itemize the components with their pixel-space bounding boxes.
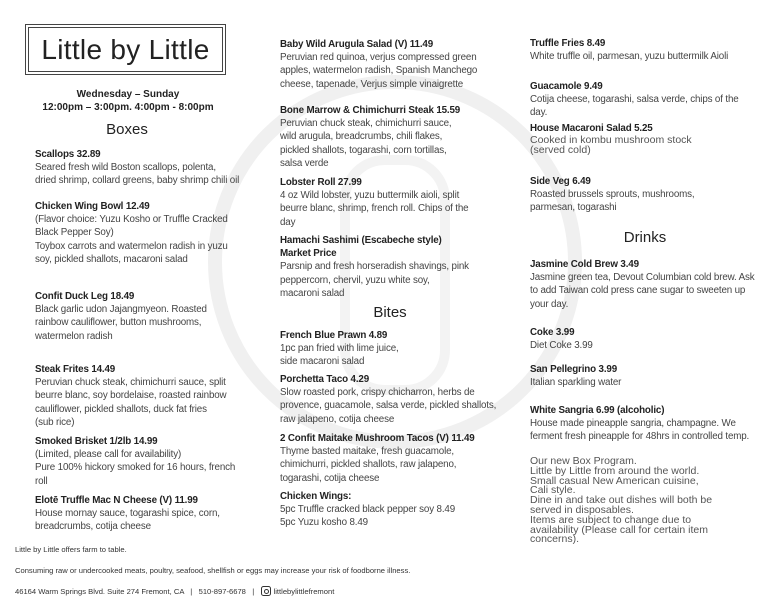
menu-item-description: day.	[530, 107, 548, 119]
menu-item-description: salsa verde	[280, 157, 329, 169]
note-line: served in disposables.	[530, 503, 634, 516]
menu-item	[530, 326, 593, 352]
section-heading-bites: Bites	[373, 304, 407, 321]
menu-item-description: pickled shallots, togarashi, corn tortillas,	[280, 144, 447, 156]
menu-item	[35, 148, 239, 188]
menu-item	[280, 432, 475, 485]
menu-item-description: provence, guacamole, salsa verde, pickled shallots,	[280, 400, 497, 412]
menu-item-description: House mornay sauce, togarashi spice, corn,	[35, 508, 220, 520]
menu-item-description: Thyme basted maitake, fresh guacamole,	[280, 446, 454, 458]
menu-item-description: togarashi, cotija cheese	[280, 472, 380, 484]
menu-item-description: cauliflower, pickled shallots, duck fat fries	[35, 403, 207, 415]
menu-item-title: Guacamole 9.49	[530, 81, 603, 92]
menu-item-description: wild arugula, breadcrumbs, chili flakes,	[280, 131, 443, 143]
menu-item-description: breadcrumbs, cotija cheese	[35, 521, 151, 533]
instagram-icon	[261, 586, 271, 596]
menu-item	[530, 258, 754, 311]
menu-item-description: Black Pepper Soy)	[35, 227, 114, 239]
menu-item-description: Parsnip and fresh horseradish shavings, pink	[280, 261, 469, 273]
menu-item-description: Toybox carrots and watermelon radish in yuzu	[35, 240, 228, 252]
menu-item-description: Cotija cheese, togarashi, salsa verde, chips of the	[530, 94, 739, 106]
phone: 510-897-6678	[198, 587, 246, 596]
menu-item-description: (served cold)	[530, 144, 591, 157]
menu-item-title: Chicken Wing Bowl 12.49	[35, 201, 150, 212]
menu-item-description: Black garlic udon Jajangmyeon. Roasted	[35, 304, 207, 316]
menu-item-description: cheese, tapenade, Verjus simple vinaigrette	[280, 78, 464, 90]
restaurant-name: Little by Little	[41, 33, 210, 65]
menu-item-description: peppercorn, chervil, yuzu white soy,	[280, 274, 430, 286]
menu-item	[280, 104, 460, 170]
menu-item-price: Market Price	[280, 248, 337, 260]
note-line: Small casual New American cuisine,	[530, 474, 699, 487]
menu-item	[35, 363, 226, 429]
menu-item-title: White Sangria 6.99 (alcoholic)	[530, 405, 665, 416]
menu-item-title: Porchetta Taco 4.29	[280, 374, 369, 385]
menu-item-description: Peruvian chuck steak, chimichurri sauce,	[280, 118, 452, 130]
note-line: availability (Please call for certain item	[530, 523, 708, 536]
menu-item-description: beurre blanc, shrimp, french roll. Chips of the	[280, 203, 469, 215]
address: 46164 Warm Springs Blvd. Suite 274 Fremont, CA	[15, 587, 184, 596]
note-line: Items are subject to change due to	[530, 513, 692, 526]
menu-item-description: side macaroni salad	[280, 356, 365, 368]
menu-item-title: Coke 3.99	[530, 327, 575, 338]
menu-item-title: Baby Wild Arugula Salad (V) 11.49	[280, 39, 434, 50]
menu-item	[35, 290, 207, 343]
menu-item-title: House Macaroni Salad 5.25	[530, 123, 653, 134]
menu-item-title: Chicken Wings:	[280, 491, 352, 502]
menu-item-description: 4 oz Wild lobster, yuzu buttermilk aioli, split	[280, 190, 460, 202]
section-heading-drinks: Drinks	[623, 229, 667, 246]
menu-item-description: macaroni salad	[280, 287, 345, 299]
menu-item	[280, 38, 477, 91]
menu-item-description: your day.	[530, 298, 569, 310]
menu-item	[280, 234, 469, 300]
menu-item	[280, 490, 455, 530]
menu-item	[280, 176, 468, 229]
menu-item-title: Elotē Truffle Mac N Cheese (V) 11.99	[35, 495, 198, 506]
menu-item-description: Diet Coke 3.99	[530, 340, 593, 352]
menu-item	[35, 494, 220, 534]
menu-item-title: Smoked Brisket 1/2lb 14.99	[35, 436, 158, 447]
opening-hours: 12:00pm – 3:00pm. 4:00pm - 8:00pm	[42, 102, 214, 113]
opening-days: Wednesday – Sunday	[76, 89, 180, 100]
note-line: Little by Little from around the world.	[530, 464, 700, 477]
menu-item-description: Italian sparkling water	[530, 377, 622, 389]
menu-item-description: Peruvian chuck steak, chimichurri sauce, split	[35, 377, 226, 389]
menu-item-description: (Flavor choice: Yuzu Kosho or Truffle Cracked	[35, 214, 228, 226]
menu-item-title: French Blue Prawn 4.89	[280, 330, 388, 341]
menu-item-description: House made pineapple sangria, champagne. We	[530, 418, 736, 430]
menu-item-description: (Limited, please call for availability)	[35, 449, 182, 461]
menu-item-description: Seared fresh wild Boston scallops, polenta,	[35, 162, 216, 174]
menu-item-description: raw jalapeno, cotija cheese	[280, 413, 395, 425]
menu-item-title: Scallops 32.89	[35, 149, 101, 160]
note-line: Dine in and take out dishes will both be	[530, 494, 713, 507]
menu-item-title: Hamachi Sashimi (Escabeche style)	[280, 235, 442, 246]
menu-item-title: Bone Marrow & Chimichurri Steak 15.59	[280, 105, 461, 116]
menu-item-description: Slow roasted pork, crispy chicharron, herbs de	[280, 387, 475, 399]
menu-item-title: Lobster Roll 27.99	[280, 177, 362, 188]
menu-item-description: Cooked in kombu mushroom stock	[530, 134, 692, 147]
menu-item-description: (sub rice)	[35, 416, 75, 428]
menu-item-description: dried shrimp, collard greens, baby shrimp chili oil	[35, 175, 240, 187]
menu-item	[530, 175, 694, 215]
instagram-handle: littlebylittlefremont	[273, 587, 335, 596]
section-heading-boxes: Boxes	[106, 121, 148, 138]
menu-item-description: beurre blanc, soy bordelaise, roasted rainbow	[35, 390, 227, 402]
footer-farm-text: Little by Little offers farm to table.	[15, 545, 127, 554]
menu-item	[280, 373, 496, 426]
menu-item-title: Side Veg 6.49	[530, 176, 591, 187]
box-program-note	[530, 457, 712, 545]
menu-item-description: Peruvian red quinoa, verjus compressed green	[280, 52, 477, 64]
menu-item-description: Roasted brussels sprouts, mushrooms,	[530, 189, 695, 201]
menu-item-description: soy, pickled shallots, macaroni salad	[35, 253, 188, 265]
menu-item-description: 5pc Yuzu kosho 8.49	[280, 517, 368, 529]
menu-item	[530, 80, 739, 120]
menu-item-description: day	[280, 216, 296, 228]
menu-item-description: Jasmine green tea, Devout Columbian cold brew. Ask	[530, 272, 755, 284]
menu-item	[530, 363, 621, 389]
menu-item-description: rainbow cauliflower, button mushrooms,	[35, 317, 202, 329]
note-line: concerns).	[530, 533, 580, 546]
menu-item-title: Confit Duck Leg 18.49	[35, 291, 135, 302]
menu-item	[35, 435, 235, 488]
menu-item	[530, 122, 692, 155]
menu-item-title: Steak Frites 14.49	[35, 364, 116, 375]
menu-item-title: San Pellegrino 3.99	[530, 364, 617, 375]
menu-item-description: chimichurri, pickled shallots, raw jalapeno,	[280, 459, 457, 471]
note-line: Cali style.	[530, 484, 576, 497]
menu-item-description: apples, watermelon radish, Spanish Manchego	[280, 65, 478, 77]
menu-item-description: White truffle oil, parmesan, yuzu buttermilk Aioli	[530, 51, 729, 63]
menu-item	[530, 37, 728, 63]
menu-item-description: ferment fresh pineapple for 48hrs in controlled temp.	[530, 431, 750, 443]
menu-item-description: watermelon radish	[35, 330, 113, 342]
note-line: Our new Box Program.	[530, 455, 637, 467]
menu-item	[530, 404, 749, 444]
menu-item-description: Pure 100% hickory smoked for 16 hours, french	[35, 462, 236, 474]
menu-item-title: Jasmine Cold Brew 3.49	[530, 259, 639, 270]
menu-item	[35, 200, 228, 266]
menu-item-description: parmesan, togarashi	[530, 202, 617, 214]
menu-item-description: roll	[35, 475, 48, 487]
footer-contact: 46164 Warm Springs Blvd. Suite 274 Fremont, CA | 510-897-6678 | littlebylittlefremont	[15, 587, 335, 596]
menu-item-description: 5pc Truffle cracked black pepper soy 8.49	[280, 504, 456, 516]
menu-item	[280, 329, 399, 369]
menu-item-title: Truffle Fries 8.49	[530, 38, 606, 49]
menu-item-title: 2 Confit Maitake Mushroom Tacos (V) 11.49	[280, 433, 475, 444]
menu-item-description: 1pc pan fried with lime juice,	[280, 343, 399, 355]
menu-item-description: to add Taiwan cold press cane sugar to sweeten up	[530, 285, 746, 297]
footer-warning: Consuming raw or undercooked meats, poultry, seafood, shellfish or eggs may increase your risk of foodborne illness.	[15, 566, 411, 575]
restaurant-logo	[28, 27, 223, 72]
